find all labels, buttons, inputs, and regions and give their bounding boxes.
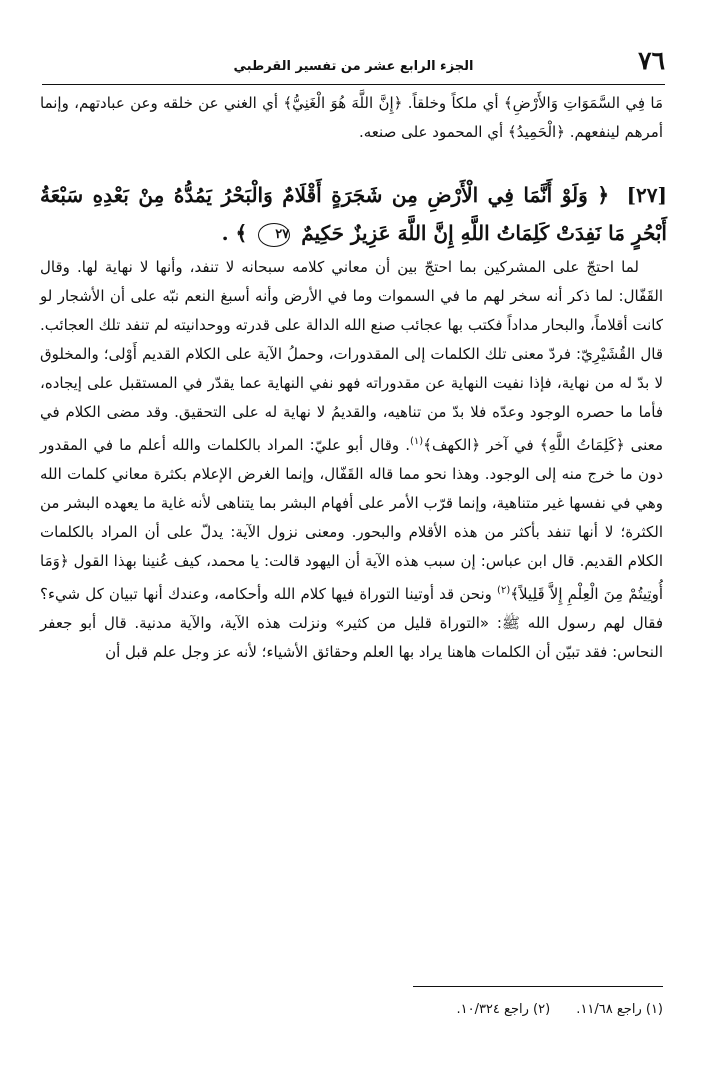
footnote-ref-2: (٢) bbox=[497, 585, 511, 596]
verse-end: ﴾ . bbox=[221, 221, 248, 245]
footnote-1: (١) راجع ١١/٦٨. bbox=[576, 1002, 663, 1017]
footnote-separator bbox=[413, 986, 663, 987]
verse-number: [٢٧] bbox=[626, 183, 667, 207]
intro-paragraph: مَا فِي السَّمَوَاتِ وَالأَرْضِ﴾ أي ملكاً وخلقاً. ﴿إِنَّ اللَّهَ هُوَ الْغَنِيُّ﴾ أي الغني عن خلقه وعن عبادتهم، وإنما أمرهم لينفعهم. ﴿الْحَمِيدُ﴾ أي المحمود على صنعه. bbox=[40, 94, 663, 141]
footnote-2: (٢) راجع ١٠/٣٢٤. bbox=[456, 1002, 551, 1017]
footnote-ref-1: (١) bbox=[409, 436, 424, 447]
commentary-text-part-2: . وقال أبو عليّ: المراد بالكلمات والله أعلم ما في المقدور دون ما خرج منه إلى الوجود. وهذا نحو مما قاله القَفّال، وإنما الغرض الإعلام بكثرة معاني كلمات الله وهي في نفسها غير متناهية، وإنما قرّب الأمر على أفهام البشر بما يتناهى لأنه غاية ما يعهده البشر من الكثرة؛ لا أنها تنفد بأكثر من هذه الأقلام والبحور. ومعنى نزول الآية: يدلّ على أن المراد بالكلمات الكلام القديم. قال ابن عباس: إن سبب هذه الآية أن اليهود قالت: يا محمد، كيف عُنينا بهذا القول ﴿وَمَا أُوتِيتُمْ مِنَ الْعِلْمِ إِلاَّ قَلِيلاً﴾ bbox=[40, 436, 663, 603]
commentary-text-part-1: لما احتجّ على المشركين بما احتجّ بين أن معاني كلامه سبحانه لا تنفد، وأنها لا نهاية لها. وقال القَفّال: لما ذكر أنه سخر لهم ما في السموات وما في الأرض وأنه أسبغ النعم نبّه على أن الأشجار لو كانت أقلاماً، والبحار مداداً فكتب بها عجائب صنع الله الدالة على قدرته ووحدانيته لم تنفد تلك العجائب. قال القُشَيْرِيّ: فردّ معنى تلك الكلمات إلى المقدورات، وحملُ الآية على الكلام القديم أَوْلى؛ والمخلوق لا بدّ له من نهاية، فإذا نفيت النهاية عن مقدوراته فهو نفي النهاية عما يقدّر في المستقبل على إيجاده، فأما ما حصره الوجود وعدّه فلا بدّ من تناهيه، والقديمُ لا نهاية له على التحقيق. وقد مضى الكلام في معنى ﴿كَلِمَاتُ اللَّهِ﴾ في آخر ﴿الكهف﴾ bbox=[40, 258, 663, 454]
ayah-end-marker: ٢٧ bbox=[258, 223, 290, 247]
footnotes bbox=[40, 1000, 663, 1020]
page-header bbox=[42, 44, 665, 85]
commentary-body bbox=[40, 253, 663, 667]
verse-text: ﴿ وَلَوْ أَنَّمَا فِي الْأَرْضِ مِن شَجَرَةٍ أَقْلَامٌ وَالْبَحْرُ يَمُدُّهُ مِنْ بَعْدِهِ سَبْعَةُ أَبْحُرٍ مَا نَفِدَتْ كَلِمَاتُ اللَّهِ إِنَّ اللَّهَ عَزِيزٌ حَكِيمٌ bbox=[40, 183, 667, 245]
page-number: ٧٦ bbox=[638, 46, 665, 75]
commentary-text-part-3: ونحن قد أوتينا التوراة فيها كلام الله وأحكامه، وعندك أنها تبيان كل شيء؟ فقال لهم رسول الله ﷺ: «التوراة قليل من كثير» ونزلت هذه الآية، والآية مدنية. قال أبو جعفر النحاس: فقد تبيّن أن الكلمات هاهنا يراد بها العلم وحقائق الأشياء؛ لأنه عز وجل علم قبل أن bbox=[40, 585, 663, 661]
quran-verse bbox=[40, 176, 667, 252]
running-title: الجزء الرابع عشر من تفسير القرطبي bbox=[233, 59, 474, 74]
commentary-paragraph bbox=[40, 253, 663, 667]
